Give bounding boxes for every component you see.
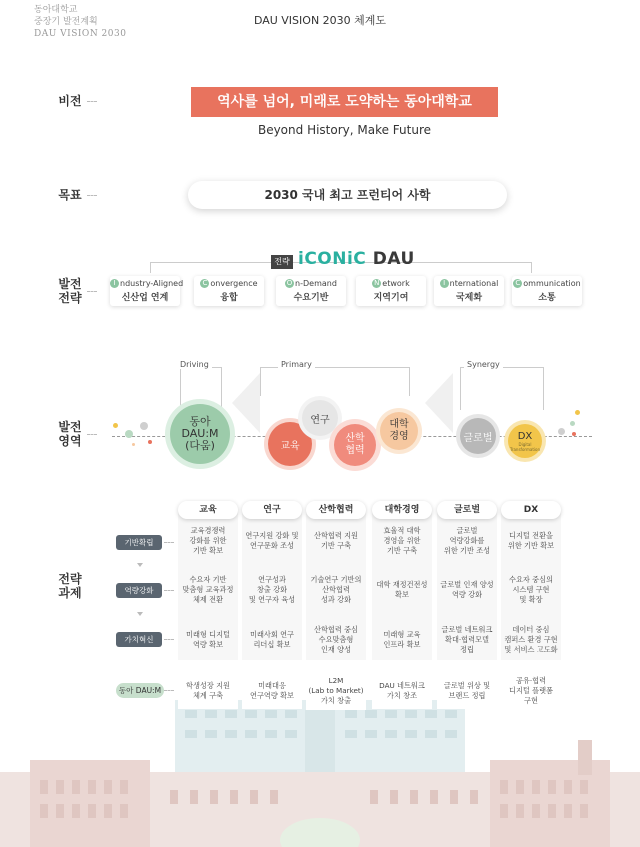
column-header: 교육 — [178, 501, 238, 519]
arrow-down-icon — [137, 612, 143, 616]
goal-statement: 2030 국내 최고 프런티어 사학 — [188, 181, 507, 209]
chevron-left-icon — [232, 373, 260, 433]
vision-statement: 역사를 넘어, 미래로 도약하는 동아대학교 — [191, 87, 498, 117]
task-cell: 글로벌 역량강화를 위한 기반 조성 — [443, 526, 491, 555]
task-cell: 글로벌 네트워크 확대·협력모델 정립 — [441, 625, 493, 654]
label-area: 발전 영역 — [58, 420, 82, 448]
dot-decoration — [570, 421, 575, 426]
label-goal: 목표 — [58, 188, 82, 202]
dot-decoration — [148, 440, 152, 444]
task-cell: 효율적 대학 경영을 위한 기반 구축 — [383, 526, 421, 555]
task-cell: 글로벌 인재 양성 역량 강화 — [440, 580, 494, 599]
area-circle-global: 글로벌 — [460, 418, 496, 454]
driving-bracket — [180, 367, 222, 408]
area-circle-dau: 동아 DAU:M (다움) — [170, 404, 230, 464]
strategy-item: I nternational 국제화 — [434, 276, 504, 306]
strategy-item: O n-Demand 수요기반 — [276, 276, 346, 306]
arrow-down-icon — [137, 563, 143, 567]
strategy-title: iCONiC DAU — [298, 249, 415, 269]
strategy-item: I ndustry-Aligned 신산업 연계 — [110, 276, 180, 306]
task-cell: 미래형 디지털 역량 확보 — [186, 630, 230, 649]
area-circle-dx: DX Digital Transformation — [508, 424, 542, 458]
task-cell: 수요자 기반 맞춤형 교육과정 체제 전환 — [182, 575, 234, 604]
group-synergy: Synergy — [464, 360, 503, 369]
column-header: 대학경영 — [372, 501, 432, 519]
task-cell: 연구성과 창출 강화 및 연구자 육성 — [248, 575, 296, 604]
group-primary: Primary — [278, 360, 315, 369]
org-line-3: DAU VISION 2030 — [34, 29, 127, 39]
task-cell: 교육경쟁력 강화를 위한 기반 확보 — [189, 526, 227, 555]
primary-bracket — [260, 367, 410, 396]
dau-task-cell: 글로벌 위상 및 브랜드 정립 — [437, 681, 497, 709]
label-tasks: 전략 과제 — [58, 572, 82, 600]
task-cell: 데이터 중심 캠퍼스 환경 구현 및 서비스 고도화 — [504, 625, 558, 654]
org-line-1: 동아대학교 — [34, 5, 78, 15]
dot-decoration — [575, 410, 580, 415]
task-cell: 산학협력 중심 수요맞춤형 인재 양성 — [314, 625, 358, 654]
task-cell: 연구지원 강화 및 연구문화 조성 — [245, 531, 299, 550]
label-vision: 비전 — [58, 94, 82, 108]
column-header: 산학협력 — [306, 501, 366, 519]
area-circle-industry: 산학 협력 — [334, 424, 376, 466]
strategy-tag: 전략 — [271, 255, 293, 269]
column-header: 연구 — [242, 501, 302, 519]
column-header: 글로벌 — [437, 501, 497, 519]
label-strategy: 발전 전략 — [58, 277, 82, 305]
stage-pill: 가치혁신 — [116, 632, 162, 647]
dot-decoration — [132, 443, 135, 446]
dau-task-cell: 학생성장 지원 체계 구축 — [178, 681, 238, 709]
page-title: DAU VISION 2030 체계도 — [253, 14, 387, 27]
task-cell: 산학협력 지원 기반 구축 — [314, 531, 358, 550]
strategy-item: C onvergence 융합 — [194, 276, 264, 306]
dot-decoration — [125, 430, 133, 438]
task-cell: 대학 재정건전성 확보 — [376, 580, 428, 599]
dau-task-cell: 공유·협력 디지털 플랫폼 구현 — [501, 676, 561, 710]
dau-task-cell: DAU 네트워크 가치 창조 — [372, 681, 432, 709]
dot-decoration — [140, 422, 148, 430]
strategy-item: C ommunication 소통 — [512, 276, 582, 306]
org-line-2: 중장기 발전계획 — [34, 17, 98, 27]
task-cell: 수요자 중심의 시스템 구현 및 확장 — [509, 575, 553, 604]
strategy-item: N etwork 지역기여 — [356, 276, 426, 306]
stage-pill: 기반확립 — [116, 535, 162, 550]
synergy-bracket — [460, 367, 544, 410]
area-circle-mgmt: 대학 경영 — [380, 412, 418, 450]
task-cell: 미래형 교육 인프라 확보 — [383, 630, 421, 649]
task-cell: 미래사회 연구 리더십 확보 — [250, 630, 294, 649]
group-driving: Driving — [177, 360, 212, 369]
column-header: DX — [501, 501, 561, 519]
chevron-left-icon — [425, 373, 453, 433]
dot-decoration — [572, 432, 576, 436]
area-circle-research: 연구 — [302, 400, 338, 436]
area-circle-edu: 교육 — [268, 422, 312, 466]
task-cell: 기술연구 기반의 산학협력 성과 강화 — [310, 575, 362, 604]
stage-pill-dau: 동아 DAU:M — [116, 683, 164, 698]
dau-task-cell: 미래대응 연구역량 확보 — [242, 681, 302, 709]
dot-decoration — [558, 428, 565, 435]
dot-decoration — [113, 423, 118, 428]
campus-building-illustration — [0, 700, 640, 847]
stage-pill: 역량강화 — [116, 583, 162, 598]
task-cell: 디지털 전환을 위한 기반 확보 — [507, 531, 555, 550]
dau-task-cell: L2M (Lab to Market) 가치 창출 — [306, 676, 366, 710]
vision-subtitle: Beyond History, Make Future — [257, 123, 432, 137]
